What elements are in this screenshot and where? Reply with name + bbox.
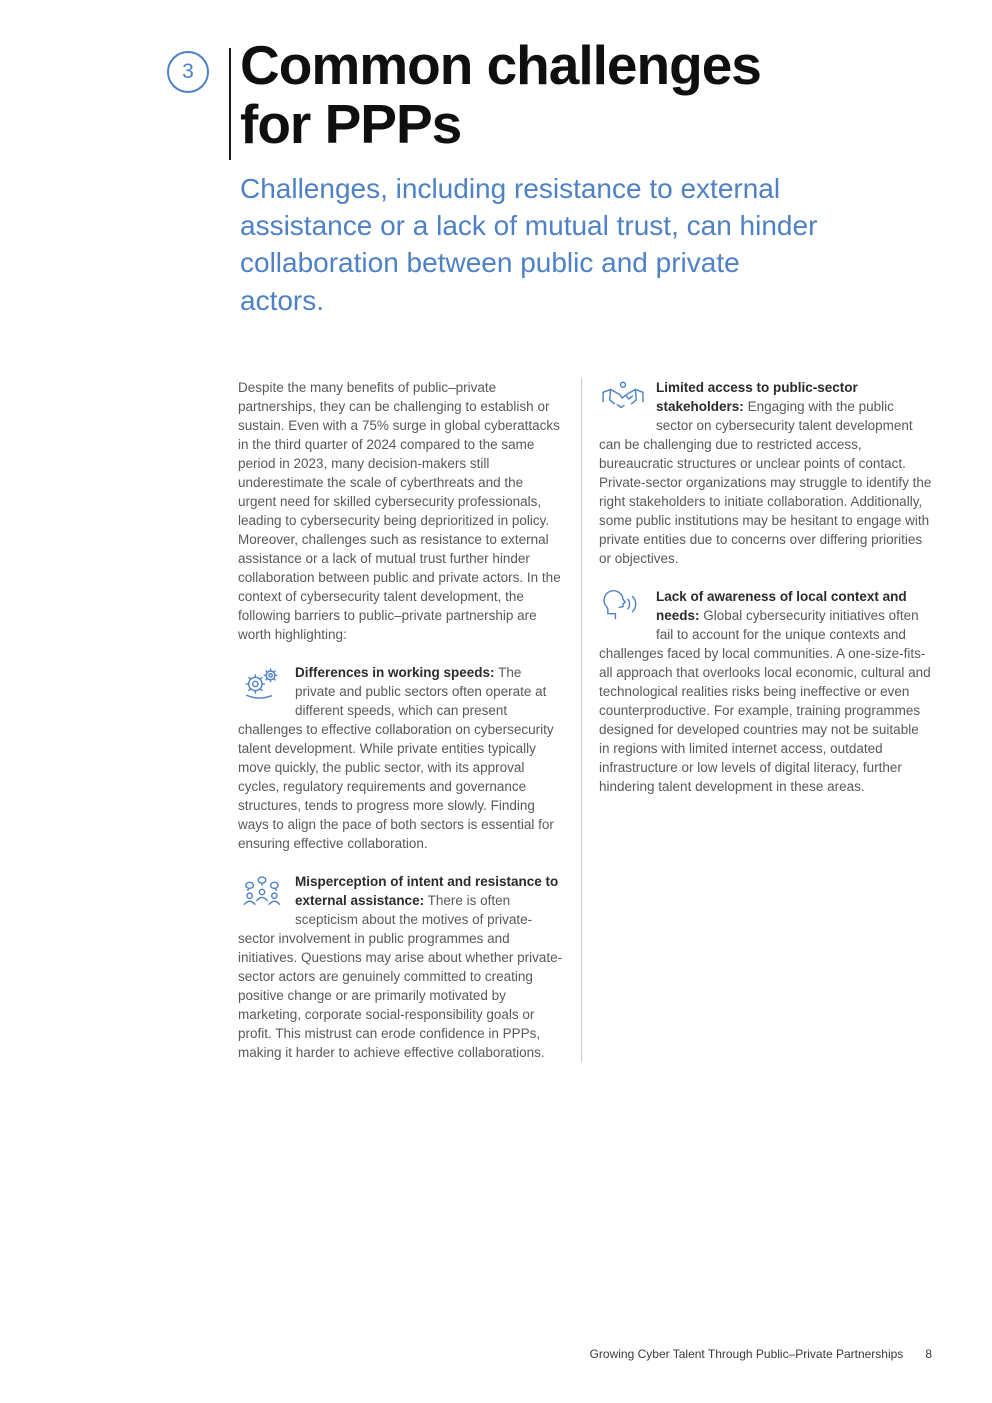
section-body: Global cybersecurity initiatives often fail to account for the unique contexts and challenges faced by local communities. A one-size-fits-all approach that overlooks local economic, cultural and technological realities risks being ineffective or even counterproductive. For example, training programmes designed for developed countries may not be suitable in regions with limited internet access, outdated infrastructure or low levels of digital literacy, further hindering talent development in these areas.	[599, 608, 931, 794]
page-number: 8	[925, 1347, 932, 1361]
page-title	[240, 36, 940, 154]
section-heading: Misperception of intent and resistance to external assistance:	[295, 874, 559, 908]
section-body: The private and public sectors often operate at different speeds, which can present challenges to effective collaboration on cybersecurity talent development. While private entities typically move quickly, the public sector, with its approval cycles, regulatory requirements and governance structures, tends to progress more slowly. Finding ways to align the pace of both sectors is essential for ensuring effective collaboration.	[238, 665, 554, 851]
right-column	[582, 378, 932, 1062]
handshake-icon	[599, 379, 647, 417]
gears-icon	[238, 664, 286, 702]
page-subtitle: Challenges, including resistance to external assistance or a lack of mutual trust, can hinder collaboration between public and private actors.	[240, 173, 818, 316]
page-title-line2: for PPPs	[240, 92, 462, 155]
section-body: Engaging with the public sector on cybersecurity talent development can be challenging due to restricted access, bureaucratic structures or unclear points of contact. Private-sector organizations may struggle to identify the right stakeholders to initiate collaboration. Additionally, some public institutions may be hesitant to engage with private entities due to concerns over differing priorities or objectives.	[599, 399, 932, 566]
section-working-speeds	[238, 663, 565, 853]
section-number: 3	[182, 60, 194, 83]
section-heading: Lack of awareness of local context and needs:	[656, 589, 907, 623]
title-divider	[229, 48, 231, 160]
section-body: There is often scepticism about the motives of private-sector involvement in public programmes and initiatives. Questions may arise about whether private-sector actors are genuinely committed to creating positive change or are primarily motivated by marketing, corporate social-responsibility goals or profit. This mistrust can erode confidence in PPPs, making it harder to achieve effective collaborations.	[238, 893, 563, 1060]
left-column	[238, 378, 582, 1062]
page-footer	[590, 1347, 932, 1361]
intro-paragraph: Despite the many benefits of public–private partnerships, they can be challenging to establish or sustain. Even with a 75% surge in global cyberattacks in the third quarter of 2024 compared to the same period in 2023, many decision-makers still underestimate the scale of cyberthreats and the urgent need for skilled cybersecurity professionals, leading to cybersecurity being deprioritized in policy. Moreover, challenges such as resistance to external assistance or a lack of mutual trust further hinder collaboration between public and private actors. In the context of cybersecurity talent development, the following barriers to public–private partnership are worth highlighting:	[238, 380, 561, 642]
section-misperception	[238, 872, 565, 1062]
section-heading: Limited access to public-sector stakeholders:	[656, 380, 858, 414]
section-number-badge	[167, 51, 209, 93]
section-limited-access	[599, 378, 932, 568]
body-columns	[238, 378, 932, 1062]
head-speech-icon	[599, 588, 647, 626]
section-heading: Differences in working speeds:	[295, 665, 495, 680]
page-title-line1: Common challenges	[240, 34, 761, 96]
section-local-context	[599, 587, 932, 796]
footer-title: Growing Cyber Talent Through Public–Private Partnerships	[589, 1347, 904, 1361]
people-speech-icon	[238, 873, 286, 911]
